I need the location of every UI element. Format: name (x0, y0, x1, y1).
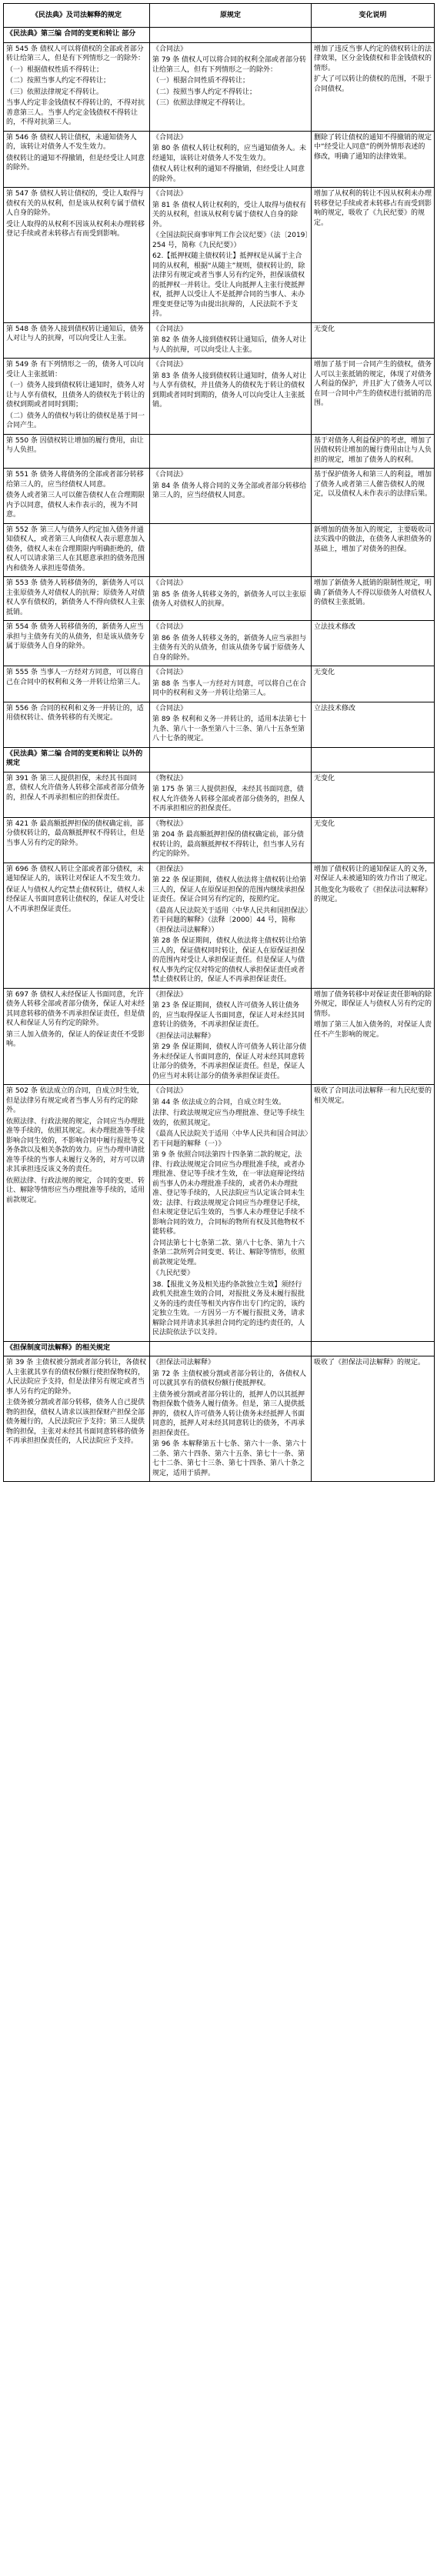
cell-paragraph: 《物权法》 (152, 774, 188, 782)
cell-paragraph: 第 555 条 当事人一方经对方同意，可以将自己在合同中的权利和义务一并转让给第三人。 (6, 669, 145, 686)
cell-paragraph: 《最高人民法院关于适用〈中华人民共和国合同法〉若干问题的解释（一）》 (152, 1130, 309, 1148)
cell-paragraph: 增加了从权利的转让不因从权利未办理转移登记手续或者未转移占有而受到影响的规定，吸收了《九民纪要》的规定。 (314, 190, 432, 227)
table-body (4, 28, 435, 1482)
change-cell (312, 359, 435, 435)
original-cell (150, 28, 312, 43)
cell-paragraph: （一）债务人接到债权转让通知时，债务人对让与人享有债权，且债务人的债权先于转让的债权到期或者同时到期； (6, 382, 145, 409)
cell-paragraph: 第 545 条 债权人可以将债权的全部或者部分转让给第三人，但是有下列情形之一的除外： (6, 45, 145, 62)
cell-paragraph: 38.【报批义务及相关违约条款独立生效】须经行政机关批准生效的合同，对报批义务及未履行报批义务的违约责任等相关内容作出专门约定的，该约定独立生效。一方因另一方不履行报批义务，请求解除合同并请求其承担合同约定的违约责任的，人民法院依法予以支持。 (152, 1280, 305, 1336)
table-row (4, 523, 435, 577)
comparison-table (3, 3, 435, 1482)
cell-paragraph: 《物权法》 (152, 819, 188, 828)
cell-paragraph: 第 552 条 第三人与债务人约定加入债务并通知债权人，或者第三人向债权人表示愿意加入债务，债权人未在合理期限内明确拒绝的，债权人可以请求第三人在其愿意承担的债务范围内和债务人承担连带债务。 (6, 526, 145, 572)
table-row (4, 469, 435, 524)
table-header-row (4, 4, 435, 28)
original-cell (150, 359, 312, 435)
cell-paragraph: 无变化 (314, 325, 335, 333)
cell-paragraph: 债权转让的通知不得撤销，但是经受让人同意的除外。 (6, 154, 145, 172)
cell-paragraph: 债务人或者第三人可以催告债权人在合理期限内予以同意，债权人未作表示的，视为不同意。 (6, 492, 145, 519)
cell-paragraph: 第 546 条 债权人转让债权，未通知债务人的，该转让对债务人不发生效力。 (6, 133, 137, 151)
cell-paragraph: 增加了第三人加入债务的，对保证人责任不产生影响的规定。 (314, 1021, 432, 1039)
cell-paragraph: 合同法第七十七条第二款、第八十七条、第九十六条第二款所列合同变更、转让、解除等情形，依照前款规定处理。 (152, 1239, 305, 1266)
civil-code-cell (4, 1356, 150, 1482)
section-row (4, 747, 435, 772)
table-row (4, 359, 435, 435)
cell-paragraph: 依照法律、行政法规的规定，合同应当办理批准等手续的，依照其规定。未办理批准等手续影响合同生效的，不影响合同中履行报批等义务条款以及相关条款的效力。应当办理申请批准等手续的当事人未履行义务的，对方可以请求其承担违反该义务的责任。 (6, 1117, 145, 1173)
civil-code-cell (4, 469, 150, 524)
civil-code-cell (4, 702, 150, 747)
cell-paragraph: 第 391 条 第三人提供担保，未经其书面同意，债权人允许债务人转移全部或者部分债务的，担保人不再承担相应的担保责任。 (6, 774, 145, 802)
change-cell (312, 577, 435, 621)
change-cell (312, 772, 435, 817)
cell-paragraph: 扩大了可以转让的债权的范围，不限于合同债权。 (314, 75, 432, 93)
civil-code-cell (4, 188, 150, 323)
original-cell (150, 434, 312, 469)
cell-paragraph: 基于对债务人利益保护的考虑，增加了因债权转让增加的履行费用由让与人负担的规定，增加了债务人的权利。 (314, 436, 432, 464)
change-cell (312, 988, 435, 1085)
cell-paragraph: 《合同法》 (152, 704, 188, 712)
cell-paragraph: 第 81 条 债权人转让权利的，受让人取得与债权有关的从权利，但该从权利专属于债权人自身的除外。 (152, 201, 307, 229)
cell-paragraph: 增加了债务转移中对保证责任影响的除外规定，即保证人与债权人另有约定的情形。 (314, 990, 432, 1018)
header-original: 原规定 (150, 4, 312, 28)
cell-paragraph: 第 23 条 保证期间，债权人许可债务人转让债务的，应当取得保证人书面同意，保证人对未经其同意转让的债务，不再承担保证责任。 (152, 1002, 305, 1029)
cell-paragraph: 基于保护债务人和第三人的利益，增加了债务人或者第三人催告债权人的规定，以及债权人未作表示的法律后果。 (314, 471, 432, 498)
cell-paragraph: （三）依照法律规定不得转让。 (152, 99, 250, 107)
original-cell (150, 1085, 312, 1342)
cell-paragraph: 法律、行政法规规定应当办理批准、登记等手续生效的，依照其规定。 (152, 1109, 305, 1127)
cell-paragraph: 无变化 (314, 774, 335, 782)
change-cell (312, 1341, 435, 1356)
cell-paragraph: 第 547 条 债权人转让债权的，受让人取得与债权有关的从权利，但是该从权利专属于债权人自身的除外。 (6, 190, 145, 217)
cell-paragraph: 第 502 条 依法成立的合同，自成立时生效，但是法律另有规定或者当事人另有约定的除外。 (6, 1087, 144, 1114)
change-cell (312, 28, 435, 43)
civil-code-cell (4, 772, 150, 817)
cell-paragraph: 《合同法》 (152, 190, 188, 198)
original-cell (150, 523, 312, 577)
change-cell (312, 817, 435, 863)
cell-paragraph: 第 204 条 最高额抵押担保的债权确定前，部分债权转让的，最高额抵押权不得转让，但当事人另有约定的除外。 (152, 831, 305, 858)
cell-paragraph: （二）按照当事人约定不得转让； (152, 88, 257, 96)
original-cell (150, 1356, 312, 1482)
table-row (4, 817, 435, 863)
table-row (4, 188, 435, 323)
table-row (4, 772, 435, 817)
cell-paragraph: 第 175 条 第三人提供担保，未经其书面同意，债权人允许债务人转移全部或者部分债务的，担保人不再承担相应的担保责任。 (152, 786, 305, 813)
cell-paragraph: 第 44 条 依法成立的合同，自成立时生效。 (152, 1098, 286, 1106)
cell-paragraph: 《最高人民法院关于适用〈中华人民共和国担保法〉若干问题的解释》（法释〔2000〕44 号，简称《担保法司法解释》） (152, 906, 309, 934)
original-cell (150, 188, 312, 323)
civil-code-cell (4, 863, 150, 988)
cell-paragraph: 《合同法》 (152, 361, 188, 369)
cell-paragraph: 第 72 条 主债权被分割或者部分转让的，各债权人可以就其享有的债权份额行使抵押权。 (152, 1370, 307, 1387)
table-row (4, 666, 435, 702)
cell-paragraph: 第 88 条 当事人一方经对方同意，可以将自己在合同中的权利和义务一并转让给第三人。 (152, 679, 307, 697)
original-cell (150, 322, 312, 359)
cell-paragraph: 第 549 条 有下列情形之一的，债务人可以向受让人主张抵销： (6, 361, 144, 379)
cell-paragraph: 吸收了《担保法司法解释》的规定。 (314, 1359, 425, 1366)
civil-code-cell (4, 359, 150, 435)
cell-paragraph: 吸收了合同法司法解释一和九民纪要的相关规定。 (314, 1087, 432, 1105)
table-row (4, 863, 435, 988)
cell-paragraph: 当事人约定非金钱债权不得转让的，不得对抗善意第三人。当事人约定金钱债权不得转让的，不得对抗第三人。 (6, 99, 145, 126)
change-cell (312, 863, 435, 988)
cell-paragraph: 《担保法》 (152, 990, 188, 999)
table-row (4, 434, 435, 469)
civil-code-cell (4, 523, 150, 577)
table-row (4, 1085, 435, 1342)
cell-paragraph: 第 85 条 债务人转移义务的，新债务人可以主张原债务人对债权人的抗辩。 (152, 590, 307, 608)
cell-paragraph: 第 551 条 债务人将债务的全部或者部分转移给第三人的，应当经债权人同意。 (6, 471, 144, 489)
cell-paragraph: 其他变化为吸收了《担保法司法解释》的规定。 (314, 886, 432, 903)
original-cell (150, 621, 312, 666)
cell-paragraph: 第 82 条 债务人接到债权转让通知后，债务人对让与人的抗辩，可以向受让人主张。 (152, 336, 307, 354)
cell-paragraph: 主债务被分割或者部分转让的，抵押人仍以其抵押物担保数个债务人履行债务。但是，第三人提供抵押的，债权人许可债务人转让债务未经抵押人书面同意的，抵押人对未经其同意转让的债务，不再承担担保责任。 (152, 1390, 305, 1437)
cell-paragraph: 主债务被分割或者部分转移，债务人自己提供物的担保，债权人请求以该担保财产担保全部债务履行的，人民法院应予支持；第三人提供物的担保，主张对未经其书面同意转移的债务不再承担担保责任的，人民法院应予支持。 (6, 1399, 145, 1445)
cell-paragraph: （二）债务人的债权与转让的债权是基于同一合同产生。 (6, 412, 145, 429)
cell-paragraph: 第 553 条 债务人转移债务的，新债务人可以主张原债务人对债权人的抗辩；原债务人对债权人享有债权的，新债务人不得向债权人主张抵销。 (6, 579, 145, 616)
cell-paragraph: 第 697 条 债权人未经保证人书面同意，允许债务人转移全部或者部分债务，保证人对未经其同意转移的债务不再承担保证责任，但是债权人和保证人另有约定的除外。 (6, 990, 145, 1027)
cell-paragraph: 第 96 条 本解释第五十七条、第六十一条、第六十二条、第六十四条、第六十五条、第七十一条、第七十二条、第七十三条、第七十四条、第八十条之规定，适用于质押。 (152, 1440, 307, 1477)
cell-paragraph: 第 554 条 债务人转移债务的，新债务人应当承担与主债务有关的从债务，但是该从债务专属于原债务人自身的除外。 (6, 623, 145, 650)
civil-code-cell (4, 817, 150, 863)
original-cell (150, 1341, 312, 1356)
civil-code-cell (4, 434, 150, 469)
civil-code-cell (4, 28, 150, 43)
original-cell (150, 988, 312, 1085)
cell-paragraph: 第 86 条 债务人转移义务的，新债务人应当承担与主债务有关的从债务，但该从债务专属于原债务人自身的除外。 (152, 634, 307, 662)
table-row (4, 621, 435, 666)
cell-paragraph: 第 83 条 债务人接到债权转让通知时，债务人对让与人享有债权，并且债务人的债权先于转让的债权到期或者同时到期的，债务人可以向受让人主张抵销。 (152, 372, 307, 409)
cell-paragraph: 第 421 条 最高额抵押担保的债权确定前，部分债权转让的，最高额抵押权不得转让，但是当事人另有约定的除外。 (6, 819, 145, 847)
header-civil-code: 《民法典》及司法解释的规定 (4, 4, 150, 28)
change-cell (312, 469, 435, 524)
cell-paragraph: 《合同法》 (152, 669, 188, 676)
civil-code-cell (4, 131, 150, 188)
cell-paragraph: 《合同法》 (152, 325, 188, 333)
cell-paragraph: 《担保制度司法解释》的相关规定 (6, 1343, 111, 1352)
cell-paragraph: 新增加的债务加入的规定，主要吸收司法实践中的做法，在债务人承担债务的基础上，增加了对债务的担保。 (314, 526, 432, 553)
table-row (4, 702, 435, 747)
cell-paragraph: 第 29 条 保证期间，债权人许可债务人转让部分债务未经保证人书面同意的，保证人对未经其同意转让部分的债务，不再承担保证责任。但是，保证人仍应当对未转让部分的债务承担保证责任。 (152, 1043, 307, 1080)
table-row (4, 322, 435, 359)
cell-paragraph: 《合同法》 (152, 471, 188, 479)
civil-code-cell (4, 666, 150, 702)
original-cell (150, 666, 312, 702)
change-cell (312, 621, 435, 666)
cell-paragraph: 保证人与债权人约定禁止债权转让，债权人未经保证人书面同意转让债权的，保证人对受让人不再承担保证责任。 (6, 886, 145, 913)
cell-paragraph: 立法技术修改 (314, 704, 356, 712)
section-row (4, 1341, 435, 1356)
cell-paragraph: 第三人加入债务的，保证人的保证责任不受影响。 (6, 1030, 145, 1048)
table-row (4, 988, 435, 1085)
cell-paragraph: 《合同法》 (152, 45, 188, 53)
original-cell (150, 863, 312, 988)
cell-paragraph: 依照法律、行政法规的规定，合同的变更、转让、解除等情形应当办理批准等手续的，适用前款规定。 (6, 1176, 145, 1204)
table-row (4, 1356, 435, 1482)
cell-paragraph: 无变化 (314, 819, 335, 828)
cell-paragraph: 《担保法司法解释》 (152, 1359, 215, 1366)
cell-paragraph: 第 89 条 权利和义务一并转让的，适用本法第七十九条、第八十一条至第八十三条、第八十五条至第八十七条的规定。 (152, 716, 307, 742)
civil-code-cell (4, 577, 150, 621)
civil-code-cell (4, 988, 150, 1085)
table-row (4, 577, 435, 621)
cell-paragraph: 《合同法》 (152, 623, 188, 631)
cell-paragraph: 《担保法》 (152, 865, 188, 873)
civil-code-cell (4, 42, 150, 131)
original-cell (150, 42, 312, 131)
cell-paragraph: 《全国法院民商事审判工作会议纪要》（法〔2019〕254 号，简称《九民纪要》） (152, 232, 309, 249)
cell-paragraph: 《合同法》 (152, 1087, 188, 1095)
change-cell (312, 523, 435, 577)
original-cell (150, 577, 312, 621)
change-cell (312, 666, 435, 702)
cell-paragraph: 《民法典》第三编 合同的变更和转让 部分 (6, 30, 136, 38)
civil-code-cell (4, 1085, 150, 1342)
original-cell (150, 702, 312, 747)
cell-paragraph: 债权人转让权利的通知不得撤销，但经受让人同意的除外。 (152, 165, 305, 183)
change-cell (312, 747, 435, 772)
cell-paragraph: 《民法典》第二编 合同的变更和转让 以外的规定 (6, 749, 143, 767)
cell-paragraph: 第 550 条 因债权转让增加的履行费用，由让与人负担。 (6, 436, 144, 454)
cell-paragraph: 第 80 条 债权人转让权利的，应当通知债务人。未经通知，该转让对债务人不发生效力。 (152, 145, 307, 162)
change-cell (312, 188, 435, 323)
table-row (4, 131, 435, 188)
cell-paragraph: 第 9 条 依照合同法第四十四条第二款的规定，法律、行政法规规定合同应当办理批准手续，或者办理批准、登记等手续才生效，在一审法庭辩论终结前当事人仍未办理批准手续的，或者仍未办理批准、登记等手续的，人民法院应当认定该合同未生效；法律、行政法规规定合同应当办理登记手续，但未规定登记后生效的，当事人未办理登记手续不影响合同的效力，合同标的物所有权及其他物权不能转移。 (152, 1151, 305, 1236)
cell-paragraph: （三）依照法律规定不得转让。 (6, 88, 104, 96)
change-cell (312, 322, 435, 359)
cell-paragraph: （一）根据合同性质不得转让； (152, 77, 250, 85)
cell-paragraph: 第 22 条 保证期间，债权人依法将主债权转让给第三人的，保证人在原保证担保的范围内继续承担保证责任。保证合同另有约定的，按照约定。 (152, 876, 307, 903)
change-cell (312, 1356, 435, 1482)
original-cell (150, 817, 312, 863)
cell-paragraph: 《九民纪要》 (152, 1270, 195, 1277)
change-cell (312, 1085, 435, 1342)
civil-code-cell (4, 621, 150, 666)
cell-paragraph: 删除了转让债权的通知不得撤销的规定中“经受让人同意”的例外情形表述的修改，明确了通知的法律效果。 (314, 133, 432, 161)
cell-paragraph: 无变化 (314, 669, 335, 676)
table-row (4, 42, 435, 131)
civil-code-cell (4, 1341, 150, 1356)
original-cell (150, 469, 312, 524)
cell-paragraph: 《合同法》 (152, 133, 188, 142)
original-cell (150, 772, 312, 817)
change-cell (312, 434, 435, 469)
cell-paragraph: 第 84 条 债务人将合同的义务全部或者部分转移给第三人的，应当经债权人同意。 (152, 482, 307, 499)
change-cell (312, 702, 435, 747)
cell-paragraph: 62.【抵押权随主债权转让】抵押权是从属于主合同的从权利，根据“从随主”规则，债权转让的，除法律另有规定或者当事人另有约定外，担保该债权的抵押权一并转让。受让人向抵押人主张行使抵押权，抵押人以受让人不是抵押合同的当事人、未办理变更登记等为由提出抗辩的，人民法院不予支持。 (152, 252, 305, 318)
cell-paragraph: 受让人取得的从权利不因该从权利未办理转移登记手续或者未转移占有而受到影响。 (6, 220, 145, 238)
cell-paragraph: 增加了违反当事人约定的债权转让的法律效果，区分金钱债权和非金钱债权的情形。 (314, 45, 432, 72)
header-changes: 变化说明 (312, 4, 435, 28)
cell-paragraph: （二）按照当事人约定不得转让； (6, 77, 111, 85)
civil-code-cell (4, 322, 150, 359)
cell-paragraph: 立法技术修改 (314, 623, 356, 631)
cell-paragraph: 《担保法司法解释》 (152, 1032, 215, 1040)
cell-paragraph: 增加了基于同一合同产生的债权，债务人可以主张抵销的规定，体现了对债务人利益的保护，并且扩大了债务人可以在同一合同中产生的债权进行抵销的范围。 (314, 361, 432, 407)
cell-paragraph: 第 696 条 债权人转让全部或者部分债权，未通知保证人的，该转让对保证人不发生效力。 (6, 865, 145, 883)
cell-paragraph: 增加了新债务人抵销的限制性规定，明确了新债务人不得以原债务人对债权人的债权主张抵销。 (314, 579, 432, 606)
cell-paragraph: 第 79 条 债权人可以将合同的权利全部或者部分转让给第三人，但有下列情形之一的除外： (152, 56, 307, 74)
change-cell (312, 131, 435, 188)
cell-paragraph: 第 28 条 保证期间，债权人依法将主债权转让给第三人的，保证债权同时转让，保证人在原保证担保的范围内对受让人承担保证责任。但是保证人与债权人事先约定仅对特定的债权人承担保证责任或者禁止债权转让的，保证人不再承担保证责任。 (152, 937, 307, 983)
cell-paragraph: 第 556 条 合同的权利和义务一并转让的，适用债权转让、债务转移的有关规定。 (6, 704, 144, 722)
change-cell (312, 42, 435, 131)
original-cell (150, 131, 312, 188)
cell-paragraph: 第 548 条 债务人接到债权转让通知后，债务人对让与人的抗辩，可以向受让人主张。 (6, 325, 144, 342)
civil-code-cell (4, 747, 150, 772)
cell-paragraph: 增加了债权转让的通知保证人的义务，对保证人未被通知的效力作出了规定。 (314, 865, 432, 883)
cell-paragraph: 第 39 条 主债权被分割或者部分转让，各债权人主张就其享有的债权份额行使担保物权的，人民法院应予支持，但是法律另有规定或者当事人另有约定的除外。 (6, 1359, 147, 1396)
section-row (4, 28, 435, 43)
original-cell (150, 747, 312, 772)
cell-paragraph: 《合同法》 (152, 579, 188, 587)
cell-paragraph: （一）根据债权性质不得转让； (6, 65, 104, 74)
